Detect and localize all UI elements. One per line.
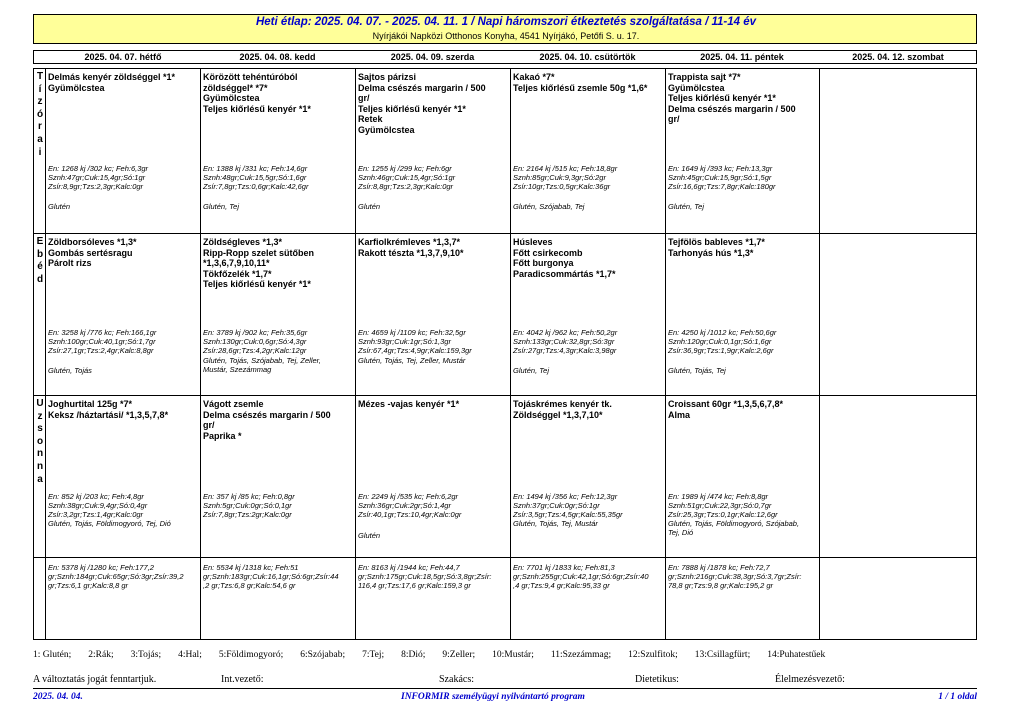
- meal-label-letter: é: [37, 261, 43, 273]
- snack-allergens-monday: Glutén, Tojás, Földimogyoró, Tej, Dió: [48, 519, 171, 528]
- daily-total-monday: En: 5378 kj /1280 kc; Feh:177,2 gr;Sznh:184gr;Cuk:65gr;Só:3gr;Zsír:39,2 gr;Tzs:6,1 gr;Kalc:8,8 gr: [48, 563, 184, 590]
- grid-divider: [665, 69, 666, 639]
- meal-label-letter: s: [37, 423, 43, 435]
- grid-divider: [34, 233, 976, 234]
- meal-label-ebed: [34, 236, 46, 286]
- legend-item: 6:Szójabab;: [300, 650, 346, 660]
- breakfast-dishes-tuesday: Körözött tehéntúróból zöldséggel* *7* Gyümölcstea Teljes kiőrlésű kenyér *1*: [203, 72, 311, 114]
- change-notice: A változtatás jogát fenntartjuk.: [33, 674, 157, 685]
- lunch-dishes-monday: Zöldborsóleves *1,3* Gombás sertésragu Párolt rizs: [48, 237, 137, 269]
- snack-nutrition-wednesday: En: 2249 kj /535 kc; Feh:6,2gr Sznh:36gr;Cuk:2gr;Só:1,4gr Zsír:40,1gr;Tzs:10,4gr;Kalc:0gr: [358, 492, 462, 519]
- snack-allergens-friday: Glutén, Tojás, Földimogyoró, Szójabab, Tej, Dió: [668, 519, 800, 537]
- snack-nutrition-friday: En: 1989 kj /474 kc; Feh:8,8gr Sznh:51gr;Cuk:22,3gr;Só:0,7gr Zsír:25,3gr;Tzs:0,1gr;Kalc:12,6gr: [668, 492, 778, 519]
- legend-item: 7:Tej;: [362, 650, 385, 660]
- legend-item: 8:Dió;: [401, 650, 426, 660]
- meal-label-letter: ó: [36, 108, 44, 120]
- breakfast-nutrition-friday: En: 1649 kj /393 kc; Feh:13,3gr Sznh:45gr;Cuk:15,9gr;Só:1,5gr Zsír:16,6gr;Tzs:7,8gr;Kalc:180gr: [668, 164, 776, 191]
- program-name: INFORMIR személyügyi nyilvántartó program: [401, 692, 585, 702]
- lunch-nutrition-wednesday: En: 4659 kj /1109 kc; Feh:32,5gr Sznh:93gr;Cuk:1gr;Só:1,3gr Zsír:67,4gr;Tzs:4,9gr;Kalc:159,3gr: [358, 328, 472, 355]
- meal-label-letter: T: [36, 71, 44, 82]
- lunch-allergens-thursday: Glutén, Tej: [513, 366, 549, 375]
- day-header-tuesday: 2025. 04. 08. kedd: [239, 52, 316, 62]
- snack-dishes-wednesday: Mézes -vajas kenyér *1*: [358, 399, 460, 409]
- legend-item: 2:Rák;: [88, 650, 114, 660]
- breakfast-dishes-monday: Delmás kenyér zöldséggel *1* Gyümölcstea: [48, 72, 176, 93]
- legend-item: 5:Földimogyoró;: [218, 650, 284, 660]
- legend-item: 11:Szezámmag;: [550, 650, 612, 660]
- menu-grid: [33, 68, 977, 640]
- allergen-legend: [33, 650, 842, 660]
- daily-total-friday: En: 7888 kj /1878 kc; Feh:72,7 gr;Sznh:216gr;Cuk:38,3gr;Só:3,7gr;Zsír: 78,8 gr;Tzs:9,8 gr;Kalc:195,2 gr: [668, 563, 802, 590]
- day-header-thursday: 2025. 04. 10. csütörtök: [539, 52, 636, 62]
- breakfast-allergens-monday: Glutén: [48, 202, 71, 211]
- legend-item: 4:Hal;: [178, 650, 202, 660]
- meal-label-letter: z: [37, 96, 43, 108]
- menu-title: Heti étlap: 2025. 04. 07. - 2025. 04. 11. 1 / Napi háromszori étkeztetés szolgáltatása / 11-14 év: [255, 16, 757, 28]
- daily-total-wednesday: En: 8163 kj /1944 kc; Feh:44,7 gr;Sznh:175gr;Cuk:18,5gr;Só:3,8gr;Zsír: 116,4 gr;Tzs:17,6 gr;Kalc:159,3 gr: [358, 563, 492, 590]
- day-header-friday: 2025. 04. 11. péntek: [700, 52, 784, 62]
- footer-divider: [33, 688, 977, 689]
- snack-nutrition-monday: En: 852 kj /203 kc; Feh:4,8gr Sznh:38gr;Cuk:9,4gr;Só:0,4gr Zsír:3,2gr;Tzs:1,4gr;Kalc:0gr: [48, 492, 148, 519]
- legend-item: 10:Mustár;: [492, 650, 534, 660]
- grid-divider: [34, 557, 976, 558]
- meal-label-letter: r: [38, 121, 42, 133]
- lunch-dishes-wednesday: Karfiolkrémleves *1,3,7* Rakott tészta *1,3,7,9,10*: [358, 237, 464, 258]
- snack-allergens-wednesday: Glutén: [358, 531, 381, 540]
- meal-label-letter: o: [36, 435, 44, 447]
- title-box: [33, 14, 977, 44]
- snack-dishes-tuesday: Vágott zsemle Delma csészés margarin / 500 gr/ Paprika *: [203, 399, 331, 441]
- lunch-allergens-friday: Glutén, Tojás, Tej: [668, 366, 726, 375]
- grid-divider: [510, 69, 511, 639]
- lunch-allergens-monday: Glutén, Tojás: [48, 366, 92, 375]
- lunch-nutrition-monday: En: 3258 kj /776 kc; Feh:166,1gr Sznh:100gr;Cuk:40,1gr;Só:1,7gr Zsír:27,1gr;Tzs:2,4gr;Kalc:8,8gr: [48, 328, 157, 355]
- snack-dishes-monday: Joghurtital 125g *7* Keksz /háztartási/ *1,3,5,7,8*: [48, 399, 169, 420]
- breakfast-nutrition-wednesday: En: 1255 kj /299 kc; Feh:6gr Sznh:46gr;Cuk:15,4gr;Só:1gr Zsír:8,8gr;Tzs:2,3gr;Kalc:0gr: [358, 164, 456, 191]
- meal-label-letter: a: [37, 473, 43, 485]
- legend-item: 13:Csillagfürt;: [694, 650, 751, 660]
- signature-int-vezeto: Int.vezető:: [221, 674, 264, 685]
- grid-divider: [355, 69, 356, 639]
- meal-label-tizorai: [34, 71, 46, 159]
- meal-label-letter: b: [36, 248, 44, 260]
- meal-label-letter: n: [36, 448, 44, 460]
- breakfast-nutrition-monday: En: 1268 kj /302 kc; Feh:6,3gr Sznh:47gr;Cuk:15,4gr;Só:1gr Zsír:8,9gr;Tzs:2,3gr;Kalc:0gr: [48, 164, 149, 191]
- signature-elelmezesvezeto: Élelmezésvezető:: [775, 674, 845, 685]
- meal-label-letter: n: [36, 460, 44, 472]
- page-number: 1 / 1 oldal: [938, 692, 977, 702]
- day-header-row: [33, 50, 977, 64]
- grid-divider: [34, 395, 976, 396]
- breakfast-nutrition-thursday: En: 2164 kj /515 kc; Feh:18,8gr Sznh:85gr;Cuk:9,3gr;Só:2gr Zsír:10gr;Tzs:0,5gr;Kalc:36gr: [513, 164, 618, 191]
- daily-total-thursday: En: 7701 kj /1833 kc; Feh:81,3 gr;Sznh:255gr;Cuk:42,1gr;Só:6gr;Zsír:40 ,4 gr;Tzs:9,4 gr;Kalc:95,33 gr: [513, 563, 649, 590]
- breakfast-nutrition-tuesday: En: 1388 kj /331 kc; Feh:14,6gr Sznh:48gr;Cuk:15,5gr;Só:1,6gr Zsír:7,8gr;Tzs:0,6gr;Kalc:42,6gr: [203, 164, 309, 191]
- legend-item: 3:Tojás;: [130, 650, 162, 660]
- lunch-nutrition-thursday: En: 4042 kj /962 kc; Feh:50,2gr Sznh:133gr;Cuk:32,8gr;Só:3gr Zsír:27gr;Tzs:4,3gr;Kalc:3,98gr: [513, 328, 618, 355]
- day-header-wednesday: 2025. 04. 09. szerda: [390, 52, 475, 62]
- signature-szakacs: Szakács:: [439, 674, 474, 685]
- lunch-dishes-tuesday: Zöldségleves *1,3* Ripp-Ropp szelet sütőben *1,3,6,7,9,10,11* Tökfőzelék *1,7* Teljes kiőrlésű kenyér *1*: [203, 237, 314, 290]
- signature-dietetikus: Dietetikus:: [635, 674, 679, 685]
- breakfast-allergens-friday: Glutén, Tej: [668, 202, 704, 211]
- meal-label-letter: z: [37, 410, 43, 422]
- day-header-monday: 2025. 04. 07. hétfő: [84, 52, 162, 62]
- breakfast-dishes-wednesday: Sajtos párizsi Delma csészés margarin / 500 gr/ Teljes kiőrlésű kenyér *1* Retek Gyümölcstea: [358, 72, 486, 135]
- breakfast-allergens-thursday: Glutén, Szójabab, Tej: [513, 202, 585, 211]
- grid-divider: [819, 69, 820, 639]
- legend-item: 1: Glutén;: [33, 650, 72, 660]
- lunch-nutrition-tuesday: En: 3789 kj /902 kc; Feh:35,6gr Sznh:130gr;Cuk:0,6gr;Só:4,3gr Zsír:28,6gr;Tzs:4,2gr;Kalc:12gr: [203, 328, 308, 355]
- meal-label-letter: U: [36, 398, 44, 409]
- day-header-saturday: 2025. 04. 12. szombat: [852, 52, 944, 62]
- legend-item: 9:Zeller;: [442, 650, 476, 660]
- breakfast-allergens-tuesday: Glutén, Tej: [203, 202, 239, 211]
- breakfast-dishes-friday: Trappista sajt *7* Gyümölcstea Teljes kiőrlésű kenyér *1* Delma csészés margarin / 500 gr/: [668, 72, 796, 125]
- breakfast-allergens-wednesday: Glutén: [358, 202, 381, 211]
- snack-nutrition-thursday: En: 1494 kj /356 kc; Feh:12,3gr Sznh:37gr;Cuk:0gr;Só:1gr Zsír:3,5gr;Tzs:4,5gr;Kalc:55,35gr: [513, 492, 623, 519]
- lunch-nutrition-friday: En: 4250 kj /1012 kc; Feh:50,6gr Sznh:120gr;Cuk:0,1gr;Só:1,6gr Zsír:36,9gr;Tzs:1,9gr;Kalc:2,6gr: [668, 328, 777, 355]
- meal-label-letter: i: [38, 146, 42, 158]
- meal-label-letter: E: [36, 236, 44, 247]
- grid-divider: [200, 69, 201, 639]
- meal-label-letter: í: [38, 83, 42, 95]
- lunch-allergens-tuesday: Glutén, Tojás, Szójabab, Tej, Zeller, Mustár, Szezámmag: [203, 356, 321, 374]
- print-date: 2025. 04. 04.: [33, 692, 83, 702]
- meal-label-letter: d: [36, 273, 44, 285]
- snack-dishes-friday: Croissant 60gr *1,3,5,6,7,8* Alma: [668, 399, 784, 420]
- snack-dishes-thursday: Tojáskrémes kenyér tk. Zöldséggel *1,3,7,10*: [513, 399, 612, 420]
- meal-label-letter: a: [37, 133, 43, 145]
- legend-item: 14:Puhatestűek: [767, 650, 826, 660]
- lunch-dishes-friday: Tejfölös bableves *1,7* Tarhonyás hús *1,3*: [668, 237, 765, 258]
- meal-label-uzsonna: [34, 398, 46, 486]
- lunch-dishes-thursday: Húsleves Főtt csirkecomb Főtt burgonya Paradicsommártás *1,7*: [513, 237, 616, 279]
- daily-total-tuesday: En: 5534 kj /1318 kc; Feh:51 gr;Sznh:183gr;Cuk:16,1gr;Só:6gr;Zsír:44 ,2 gr;Tzs:6,8 gr;Kalc:54,6 gr: [203, 563, 339, 590]
- legend-item: 12:Szulfitok;: [628, 650, 678, 660]
- snack-allergens-thursday: Glutén, Tojás, Tej, Mustár: [513, 519, 598, 528]
- lunch-allergens-wednesday: Glutén, Tojás, Tej, Zeller, Mustár: [358, 356, 466, 365]
- breakfast-dishes-thursday: Kakaó *7* Teljes kiőrlésű zsemle 50g *1,6*: [513, 72, 648, 93]
- kitchen-address: Nyírjákói Napközi Otthonos Konyha, 4541 Nyírjákó, Petőfi S. u. 17.: [372, 31, 640, 41]
- snack-nutrition-tuesday: En: 357 kj /85 kc; Feh:0,8gr Sznh:5gr;Cuk:0gr;Só:0,1gr Zsír:7,8gr;Tzs:2gr;Kalc:0gr: [203, 492, 295, 519]
